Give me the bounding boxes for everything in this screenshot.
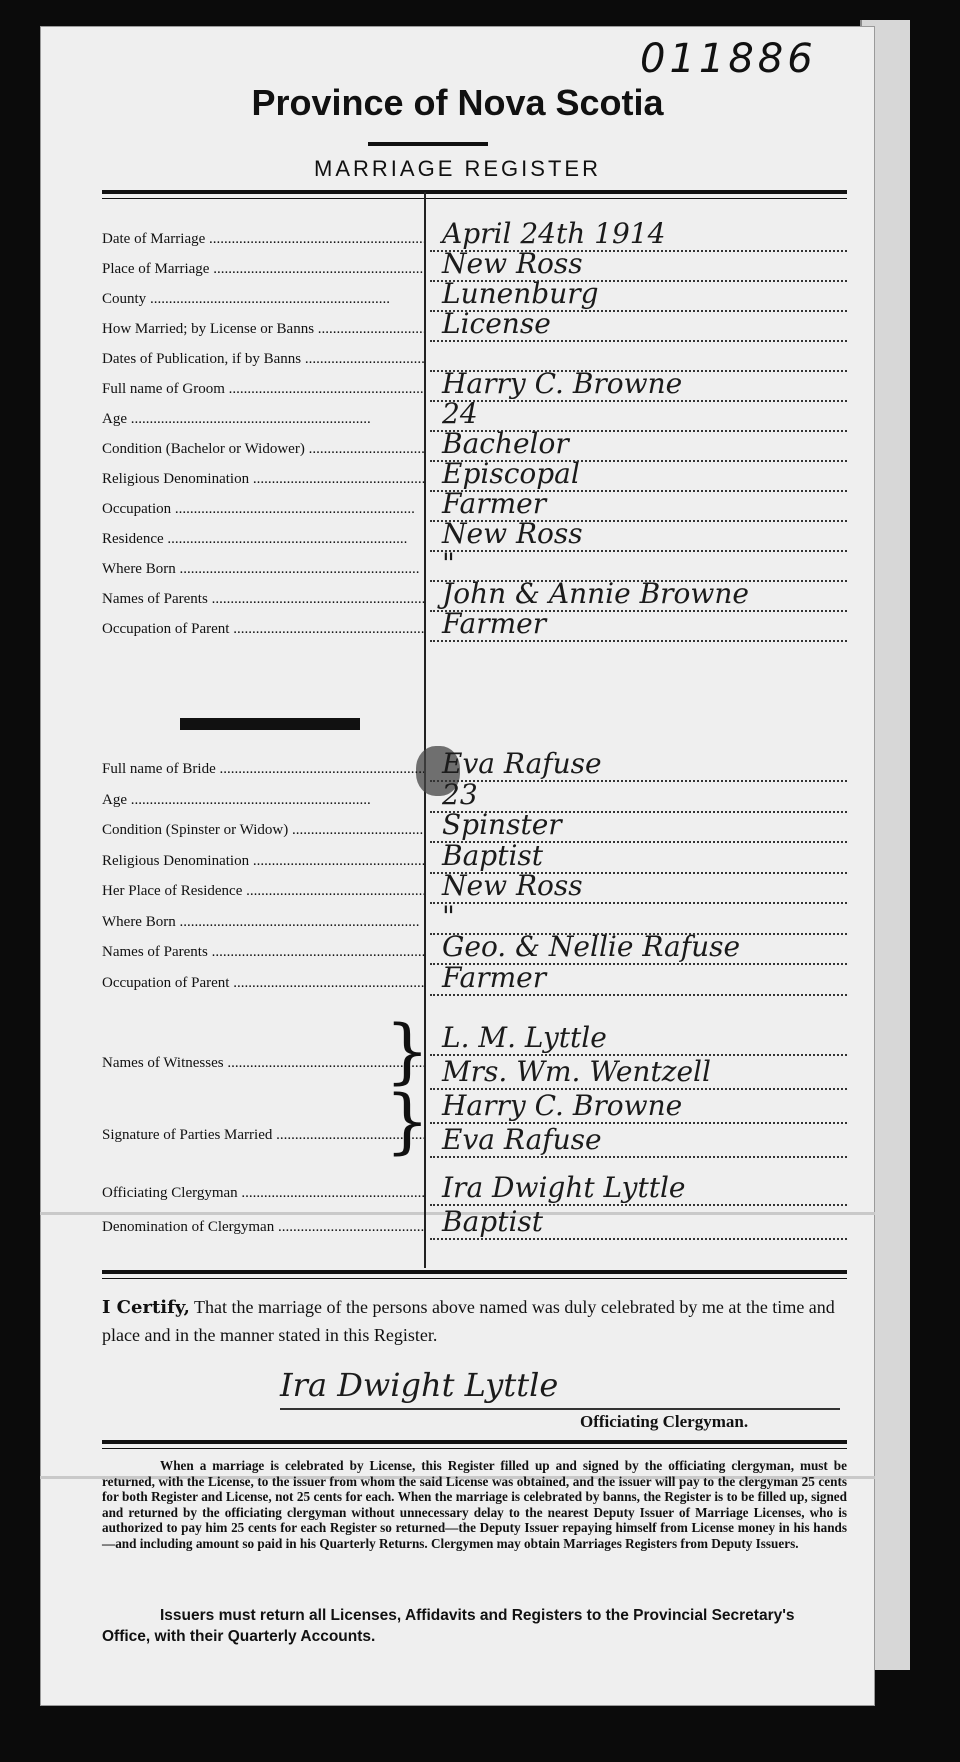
certificate-statement <box>102 1294 847 1350</box>
field-value: Harry C. Browne <box>442 367 683 400</box>
signature-row-1 <box>102 1089 847 1124</box>
field-label: Age ..... <box>102 792 424 809</box>
field-label: County ..... <box>102 291 424 308</box>
field-label: Denomination of Clergyman ..... <box>102 1219 424 1236</box>
field-label: Officiating Clergyman ..... <box>102 1185 424 1202</box>
field-label: Occupation of Parent ..... <box>102 975 424 992</box>
form-row <box>102 307 847 342</box>
field-value: Lunenburg <box>442 277 599 310</box>
field-label: Dates of Publication, if by Banns ..... <box>102 351 424 368</box>
witness-row-1 <box>102 1021 847 1056</box>
field-label: Names of Parents ..... <box>102 944 424 961</box>
field-label: Place of Marriage ..... <box>102 261 424 278</box>
field-dotted-line <box>430 1238 847 1240</box>
signature-row-2 <box>102 1123 847 1158</box>
field-value: Baptist <box>442 1205 544 1238</box>
field-label: Where Born ..... <box>102 914 424 931</box>
form-row <box>102 869 847 904</box>
header-rule-thin <box>102 198 847 199</box>
field-value: John & Annie Browne <box>442 577 749 610</box>
reference-number: 011886 <box>640 36 817 82</box>
field-value: 24 <box>442 397 478 430</box>
field-value: Baptist <box>442 838 544 872</box>
return-instructions: When a marriage is celebrated by License, this Register filled up and signed by the officiating clergyman, must be returned, with the License, to the issuer from whom the said License was obtained, and the issuer will pay to the clergyman 25 cents for both Register and License, not 25 cents for each. When the marriage is celebrated by banns, the Register is to be filled up, signed and returned by the officiating clergyman without unnecessary delay to the nearest Deputy Issuer of Marriage Licenses, who is authorized to pay him 25 cents for each Register so returned—the Deputy Issuer repaying himself from License money in his hands—and including amount so paid in his Quarterly Returns. Clergymen may obtain Marriages Registers from Deputy Issuers. <box>102 1458 847 1551</box>
field-value: New Ross <box>442 247 583 280</box>
field-value: Farmer <box>442 607 547 640</box>
field-label: Where Born ..... <box>102 561 424 578</box>
certify-lead: I Certify, <box>102 1297 190 1318</box>
clergyman-signature: Ira Dwight Lyttle <box>280 1366 559 1404</box>
field-label: Religious Denomination ..... <box>102 853 424 870</box>
signature-bride: Eva Rafuse <box>442 1123 602 1156</box>
field-label: Condition (Spinster or Widow) ..... <box>102 822 424 839</box>
field-value: Eva Rafuse <box>442 747 602 780</box>
field-value: " <box>442 547 455 580</box>
witnesses-label: Names of Witnesses ..... <box>102 1055 424 1072</box>
field-value: " <box>442 899 455 933</box>
certificate-rule-thick <box>102 1270 847 1274</box>
field-value: Ira Dwight Lyttle <box>442 1171 686 1204</box>
form-row <box>102 1171 847 1206</box>
instructions-rule-thin <box>102 1448 847 1449</box>
issuers-note: Issuers must return all Licenses, Affidavits and Registers to the Provincial Secretary's Office, with their Quarterly Accounts. <box>102 1607 795 1645</box>
field-value: Bachelor <box>442 427 569 460</box>
field-value: Farmer <box>442 487 547 520</box>
field-dotted-line <box>430 994 847 996</box>
clergyman-role-label: Officiating Clergyman. <box>580 1412 749 1431</box>
header-rule-thick <box>102 190 847 194</box>
witness-2-value: Mrs. Wm. Wentzell <box>442 1055 711 1088</box>
field-value: New Ross <box>442 517 583 550</box>
signature-line <box>280 1408 840 1410</box>
signature-groom: Harry C. Browne <box>442 1089 683 1122</box>
field-label: How Married; by License or Banns ..... <box>102 321 424 338</box>
field-label: Occupation of Parent ..... <box>102 621 424 638</box>
field-label: Names of Parents ..... <box>102 591 424 608</box>
field-value: License <box>442 307 551 340</box>
field-label: Full name of Bride ..... <box>102 761 424 778</box>
field-value: Episcopal <box>442 457 580 490</box>
field-value: 23 <box>442 777 478 811</box>
form-subtitle: MARRIAGE REGISTER <box>314 156 601 181</box>
section-divider-bar <box>180 718 360 730</box>
witness-row-2 <box>102 1055 847 1090</box>
instructions-rule-thick <box>102 1440 847 1444</box>
field-label: Religious Denomination ..... <box>102 471 424 488</box>
field-label: Her Place of Residence ..... <box>102 883 424 900</box>
field-label: Date of Marriage ..... <box>102 231 424 248</box>
field-label: Full name of Groom ..... <box>102 381 424 398</box>
field-value: Geo. & Nellie Rafuse <box>442 930 741 963</box>
witnesses-brace: } <box>385 1010 430 1092</box>
signatures-label: Signature of Parties Married ..... <box>102 1127 424 1144</box>
field-label: Occupation ..... <box>102 501 424 518</box>
field-value: Farmer <box>442 960 547 994</box>
field-label: Condition (Bachelor or Widower) ..... <box>102 441 424 458</box>
witness-1-value: L. M. Lyttle <box>442 1021 607 1054</box>
signatures-brace: } <box>385 1080 430 1162</box>
field-label: Age ..... <box>102 411 424 428</box>
field-dotted-line <box>430 640 847 642</box>
form-row <box>102 517 847 552</box>
marriage-register-form <box>40 26 875 1706</box>
field-value: Spinster <box>442 808 562 841</box>
certify-text: That the marriage of the persons above named was duly celebrated by me at the time and place and in the manner stated in this Register. <box>102 1297 835 1345</box>
form-row <box>102 1205 847 1240</box>
title-rule <box>368 142 488 146</box>
form-row <box>102 607 847 642</box>
field-value: April 24th 1914 <box>442 217 666 250</box>
form-row <box>102 960 847 996</box>
field-label: Residence ..... <box>102 531 424 548</box>
field-value: New Ross <box>442 869 583 902</box>
form-title: Province of Nova Scotia <box>251 82 664 123</box>
certificate-rule-thin <box>102 1278 847 1279</box>
